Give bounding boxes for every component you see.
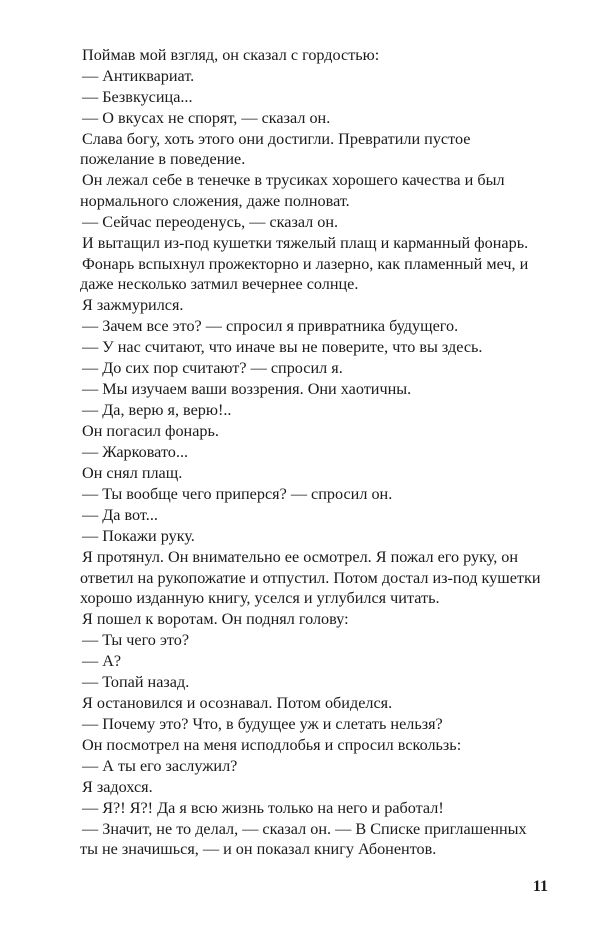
paragraph: — Сейчас переоденусь, — сказал он. bbox=[82, 212, 339, 231]
paragraph: Он посмотрел на меня исподлобья и спросил вскользь: bbox=[82, 736, 462, 755]
paragraph: Он снял плащ. bbox=[82, 464, 183, 483]
paragraph: — До сих пор считают? — спросил я. bbox=[82, 359, 343, 378]
paragraph: Я задохся. bbox=[82, 778, 153, 797]
paragraph: — Да вот... bbox=[82, 506, 158, 525]
paragraph: — Значит, не то делал, — сказал он. — В Списке приглашенных ты не значишься, — и он показал книгу Абонентов. bbox=[80, 820, 527, 859]
paragraph: Слава богу, хоть этого они достигли. Превратили пустое пожелание в поведение. bbox=[80, 130, 471, 169]
page-body bbox=[80, 45, 548, 860]
paragraph: Он лежал себе в тенечке в трусиках хорошего качества и был нормального сложения, даже полноват. bbox=[80, 171, 505, 210]
paragraph: — Ты чего это? bbox=[82, 631, 190, 650]
page-number: 11 bbox=[532, 878, 548, 895]
paragraph: Я зажмурился. bbox=[82, 296, 184, 315]
paragraph: — А ты его заслужил? bbox=[82, 757, 238, 776]
paragraph: — Да, верю я, верю!.. bbox=[82, 401, 232, 420]
paragraph: — А? bbox=[82, 652, 122, 671]
paragraph: — Почему это? Что, в будущее уж и слетать нельзя? bbox=[82, 715, 443, 734]
paragraph: Он погасил фонарь. bbox=[82, 422, 219, 441]
paragraph: — Покажи руку. bbox=[82, 527, 195, 546]
paragraph: Поймав мой взгляд, он сказал с гордостью: bbox=[82, 46, 380, 64]
paragraph: И вытащил из-под кушетки тяжелый плащ и карманный фонарь. bbox=[82, 233, 529, 252]
paragraph: — Ты вообще чего приперся? — спросил он. bbox=[82, 485, 393, 504]
paragraph: — Зачем все это? — спросил я привратника будущего. bbox=[82, 317, 459, 336]
paragraph: Фонарь вспыхнул прожекторно и лазерно, как пламенный меч, и даже несколько затмил вечернее солнце. bbox=[80, 254, 529, 294]
paragraph: Я протянул. Он внимательно ее осмотрел. Я пожал его руку, он ответил на рукопожатие и отпустил. Потом достал из-под кушетки хорошо изданную книгу, уселся и углубился читать. bbox=[80, 548, 541, 608]
paragraph: Я остановился и осознавал. Потом обиделся. bbox=[82, 694, 393, 713]
paragraph: — Я?! Я?! Да я всю жизнь только на него и работал! bbox=[82, 799, 444, 818]
paragraph: Я пошел к воротам. Он поднял голову: bbox=[82, 610, 349, 629]
paragraph: — Безвкусица... bbox=[82, 88, 193, 106]
paragraph: — Жарковато... bbox=[82, 443, 189, 462]
paragraph: — У нас считают, что иначе вы не поверите, что вы здесь. bbox=[82, 338, 483, 357]
paragraph: — Топай назад. bbox=[82, 673, 190, 692]
paragraph: — Антиквариат. bbox=[82, 67, 195, 85]
paragraph: — Мы изучаем ваши воззрения. Они хаотичны. bbox=[82, 380, 412, 399]
paragraph: — О вкусах не спорят, — сказал он. bbox=[82, 109, 331, 127]
